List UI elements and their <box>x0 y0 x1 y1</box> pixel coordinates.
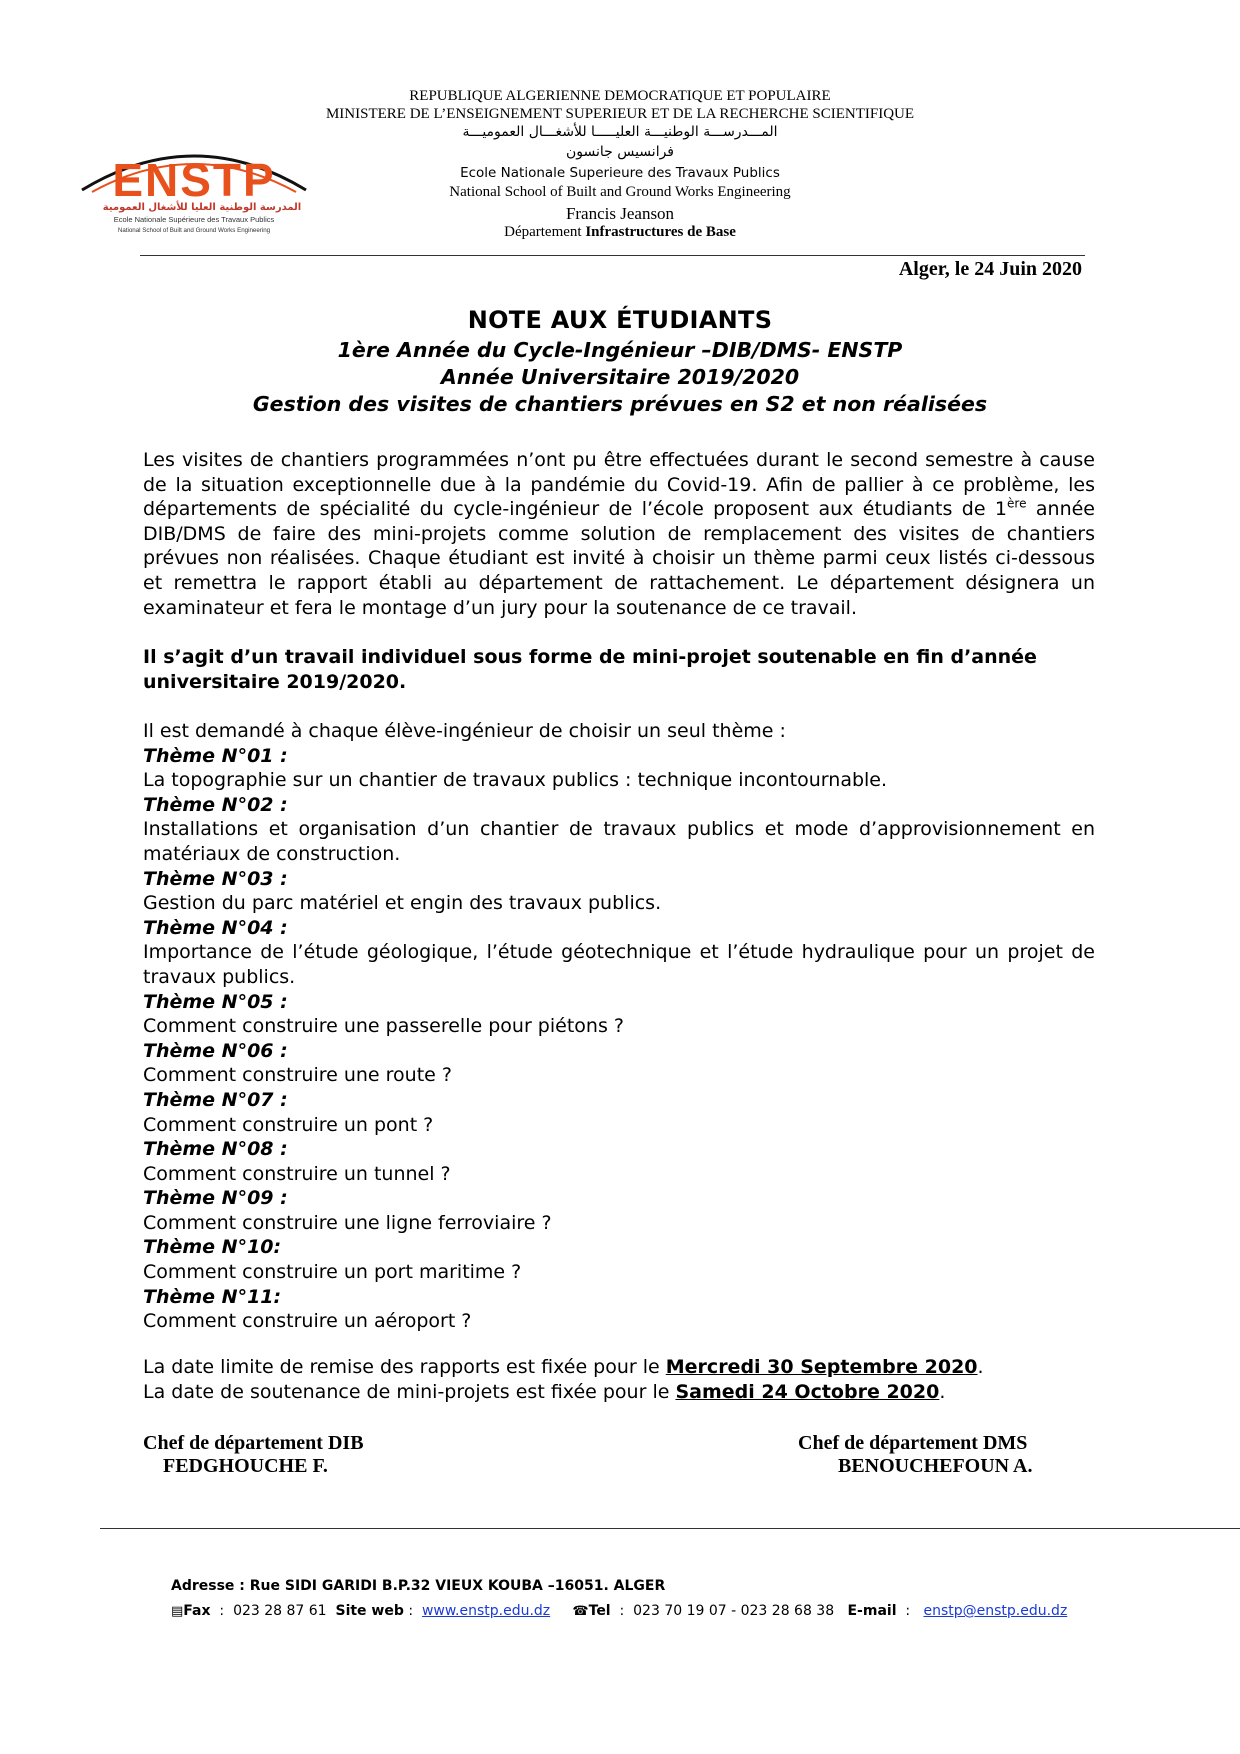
theme-label: Thème N°09 : <box>143 1187 288 1210</box>
footer-contacts: ▤Fax : 023 28 87 61 Site web : www.enstp.edu.dz ☎Tel : 023 70 19 07 - 023 28 68 38 E-mail : enstp@enstp.edu.dz <box>171 1603 1068 1619</box>
fax-label: Fax <box>183 1603 211 1619</box>
logo-acronym: ENSTP <box>112 154 276 206</box>
signature-left-name: FEDGHOUCHE F. <box>163 1455 328 1477</box>
web-label: Site web <box>335 1603 404 1619</box>
signature-left-title: Chef de département DIB <box>143 1432 364 1454</box>
deadline-reports-prefix: La date limite de remise des rapports est fixée pour le <box>143 1356 666 1378</box>
theme-label: Thème N°10: <box>143 1236 282 1259</box>
signature-right-name: BENOUCHEFOUN A. <box>838 1455 1033 1477</box>
theme-label: Thème N°06 : <box>143 1039 288 1062</box>
theme-label: Thème N°02 : <box>143 793 288 816</box>
intro-superscript: ère <box>1007 496 1027 511</box>
header-person: Francis Jeanson <box>565 204 675 223</box>
tel-numbers: 023 70 19 07 - 023 28 68 38 <box>633 1603 835 1619</box>
theme-text: Comment construire un port maritime ? <box>143 1261 522 1284</box>
theme-label: Thème N°04 : <box>143 916 288 939</box>
intro-paragraph <box>143 448 1095 620</box>
deadline-reports-date: Mercredi 30 Septembre 2020 <box>665 1356 978 1378</box>
signature-left <box>143 1432 364 1478</box>
theme-text: Comment construire un aéroport ? <box>143 1310 472 1333</box>
logo-en: National School of Built and Ground Works Engineering <box>117 227 271 234</box>
deadlines-section <box>143 1355 1095 1404</box>
header-school-en: National School of Built and Ground Works Engineering <box>449 184 791 200</box>
logo-arabic: المدرسة الوطنية العليا للأشغال العمومية <box>102 202 302 213</box>
phone-icon: ☎ <box>572 1604 589 1619</box>
email-label: E-mail <box>847 1603 897 1619</box>
subtitle-year: 1ère Année du Cycle-Ingénieur –DIB/DMS- ENSTP <box>337 338 903 362</box>
document-date: Alger, le 24 Juin 2020 <box>898 258 1082 280</box>
deadline-defense-suffix: . <box>939 1380 946 1403</box>
subtitle-academic-year: Année Universitaire 2019/2020 <box>440 365 800 389</box>
theme-text: Comment construire un pont ? <box>143 1113 434 1136</box>
theme-text: Importance de l’étude géologique, l’étude géotechnique et l’étude hydraulique pour un projet de travaux publics. <box>143 941 1095 988</box>
theme-label: Thème N°05 : <box>143 990 288 1013</box>
theme-label: Thème N°11: <box>143 1285 282 1308</box>
note-title: NOTE AUX ÉTUDIANTS <box>467 306 773 334</box>
header-school-fr: Ecole Nationale Superieure des Travaux Publics <box>460 165 780 181</box>
signature-right <box>798 1432 1032 1478</box>
email-link[interactable]: enstp@enstp.edu.dz <box>923 1603 1068 1619</box>
individual-work-note: Il s’agit d’un travail individuel sous forme de mini-projet soutenable en fin d’année universitaire 2019/2020. <box>143 646 1037 693</box>
deadline-defense-prefix: La date de soutenance de mini-projets est fixée pour le <box>143 1380 676 1403</box>
header-dept-name: Infrastructures de Base <box>585 224 736 240</box>
theme-text: La topographie sur un chantier de travaux publics : technique incontournable. <box>143 769 888 792</box>
footer-divider <box>100 1528 1240 1529</box>
website-link[interactable]: www.enstp.edu.dz <box>421 1603 551 1619</box>
theme-label: Thème N°07 : <box>143 1088 288 1111</box>
signature-right-title: Chef de département DMS <box>798 1432 1028 1454</box>
footer-address: Adresse : Rue SIDI GARIDI B.P.32 VIEUX KOUBA –16051. ALGER <box>171 1578 666 1594</box>
theme-label: Thème N°01 : <box>143 744 288 767</box>
theme-label: Thème N°08 : <box>143 1138 288 1161</box>
deadline-reports-suffix: . <box>977 1356 984 1378</box>
header-republic: REPUBLIQUE ALGERIENNE DEMOCRATIQUE ET POPULAIRE <box>409 88 831 104</box>
theme-text: Comment construire un tunnel ? <box>143 1162 451 1185</box>
deadline-defense-date: Samedi 24 Octobre 2020 <box>675 1380 940 1403</box>
theme-text: Installations et organisation d’un chantier de travaux publics et mode d’approvisionnement en matériaux de construction. <box>143 818 1095 865</box>
theme-text: Gestion du parc matériel et engin des travaux publics. <box>143 892 662 915</box>
header-arabic-school: المـــدرســـة الوطنيـــة العليـــــا للأشغـــال العموميـــة <box>462 124 778 140</box>
tel-label: Tel <box>588 1603 611 1619</box>
header-dept-prefix: Département <box>504 224 586 240</box>
logo-fr: Ecole Nationale Supérieure des Travaux Publics <box>113 215 275 224</box>
themes-intro: Il est demandé à chaque élève-ingénieur de choisir un seul thème : <box>143 720 786 742</box>
header-ministry: MINISTERE DE L’ENSEIGNEMENT SUPERIEUR ET DE LA RECHERCHE SCIENTIFIQUE <box>325 106 915 122</box>
intro-part1: Les visites de chantiers programmées n’ont pu être effectuées durant le second semestre à cause de la situation exceptionnelle due à la pandémie du Covid-19. Afin de pallier à ce problème, les départements de spécialité du cycle-ingénieur de l’école proposent aux étudiants de 1 <box>143 449 1095 521</box>
theme-text: Comment construire une passerelle pour piétons ? <box>143 1015 624 1038</box>
theme-text: Comment construire une route ? <box>143 1064 452 1087</box>
intro-part2: année DIB/DMS de faire des mini-projets comme solution de remplacement des visites de chantiers prévues non réalisées. Chaque étudiant est invité à choisir un thème parmi ceux listés ci-dessous et remettra le rapport établi au département de rattachement. Le département désignera un examinateur et fera le montage d’un jury pour la soutenance de ce travail. <box>143 498 1095 619</box>
header-arabic-name: فرانسيس جانسون <box>565 144 675 160</box>
fax-number: 023 28 87 61 <box>233 1603 327 1619</box>
deadline-defense <box>143 1380 1095 1405</box>
theme-text: Comment construire une ligne ferroviaire ? <box>143 1211 552 1234</box>
theme-label: Thème N°03 : <box>143 867 288 890</box>
header-divider <box>140 255 1085 256</box>
subtitle-topic: Gestion des visites de chantiers prévues en S2 et non réalisées <box>252 392 988 416</box>
themes-section <box>143 719 1095 1334</box>
deadline-reports <box>143 1355 1095 1380</box>
header-department <box>270 224 970 241</box>
fax-icon: ▤ <box>171 1604 184 1619</box>
